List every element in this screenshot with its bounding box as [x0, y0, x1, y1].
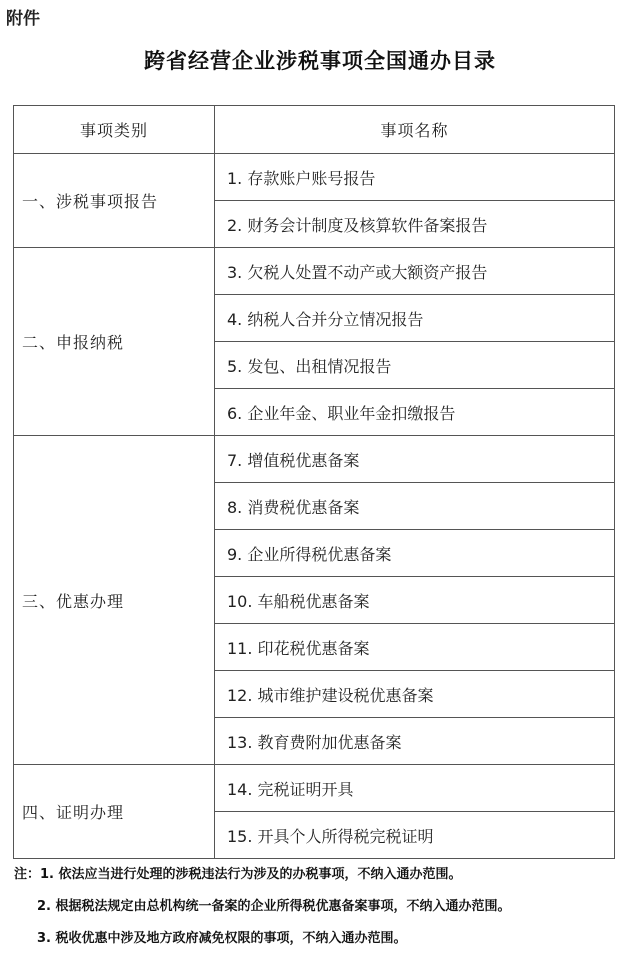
category-cell: 二、申报纳税: [14, 248, 215, 436]
item-cell: 1. 存款账户账号报告: [215, 154, 615, 201]
item-cell: 11. 印花税优惠备案: [215, 624, 615, 671]
category-cell: 一、涉税事项报告: [14, 154, 215, 248]
item-cell: 15. 开具个人所得税完税证明: [215, 812, 615, 859]
header-category: 事项类别: [14, 106, 215, 154]
note-text: 1. 依法应当进行处理的涉税违法行为涉及的办税事项，不纳入通办范围。: [40, 867, 462, 882]
note-text: 3. 税收优惠中涉及地方政府减免权限的事项，不纳入通办范围。: [37, 931, 407, 946]
notes-prefix: 注：: [14, 867, 41, 882]
category-cell: 三、优惠办理: [14, 436, 215, 765]
table-row: [14, 248, 615, 295]
item-cell: 3. 欠税人处置不动产或大额资产报告: [215, 248, 615, 295]
table-header-row: [14, 106, 615, 154]
item-cell: 13. 教育费附加优惠备案: [215, 718, 615, 765]
note-text: 2. 根据税法规定由总机构统一备案的企业所得税优惠备案事项，不纳入通办范围。: [37, 899, 511, 914]
item-cell: 10. 车船税优惠备案: [215, 577, 615, 624]
item-cell: 2. 财务会计制度及核算软件备案报告: [215, 201, 615, 248]
header-item-name: 事项名称: [215, 106, 615, 154]
note-line: [14, 866, 636, 898]
page-title: 跨省经营企业涉税事项全国通办目录: [144, 49, 496, 73]
item-cell: 12. 城市维护建设税优惠备案: [215, 671, 615, 718]
table-row: [14, 765, 615, 812]
table-row: [14, 154, 615, 201]
notes-section: [14, 866, 636, 962]
item-cell: 6. 企业年金、职业年金扣缴报告: [215, 389, 615, 436]
category-cell: 四、证明办理: [14, 765, 215, 859]
matters-table: [13, 105, 615, 859]
item-cell: 9. 企业所得税优惠备案: [215, 530, 615, 577]
attachment-label: 附件: [6, 9, 40, 29]
note-line: [14, 930, 636, 962]
item-cell: 7. 增值税优惠备案: [215, 436, 615, 483]
table-row: [14, 436, 615, 483]
item-cell: 4. 纳税人合并分立情况报告: [215, 295, 615, 342]
note-line: [14, 898, 636, 930]
item-cell: 8. 消费税优惠备案: [215, 483, 615, 530]
item-cell: 14. 完税证明开具: [215, 765, 615, 812]
item-cell: 5. 发包、出租情况报告: [215, 342, 615, 389]
